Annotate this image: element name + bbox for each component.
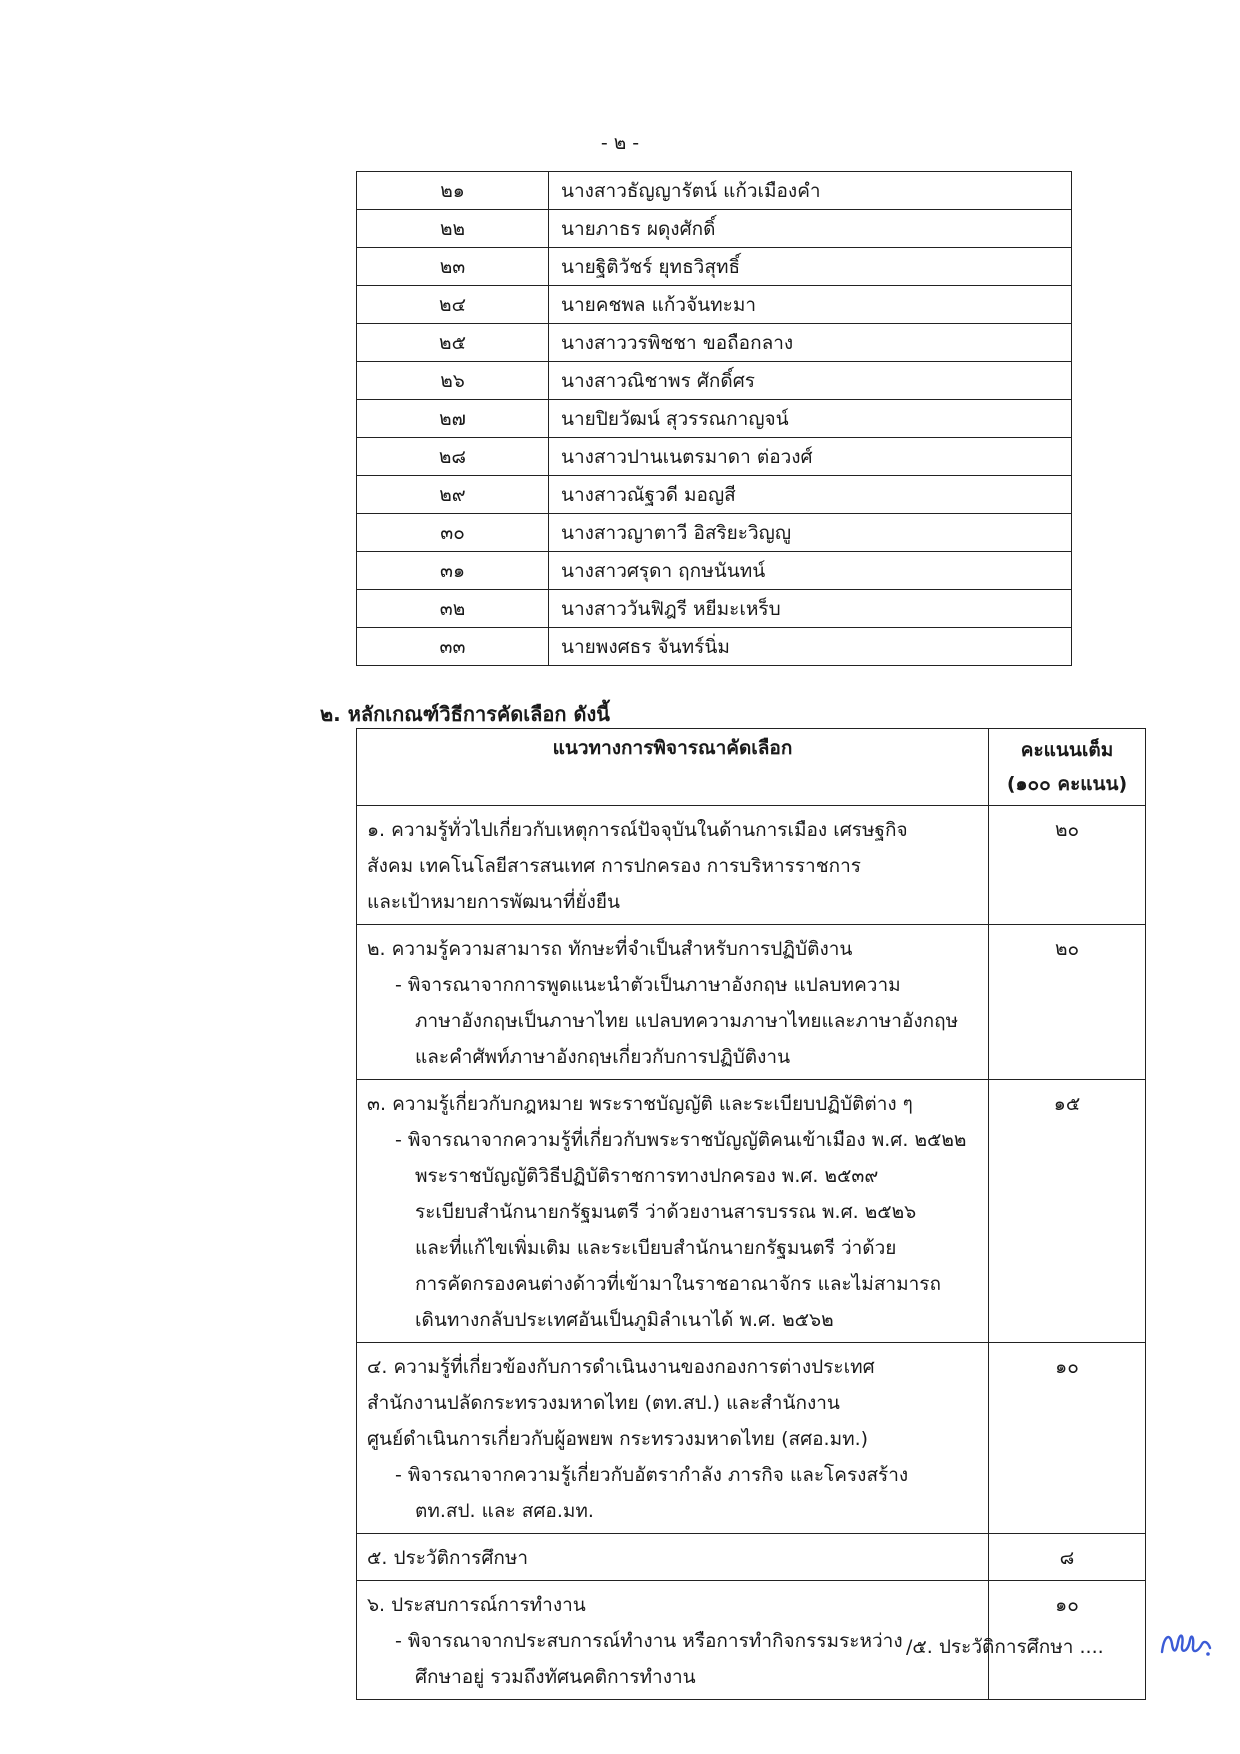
row-number: ๒๗ xyxy=(357,400,549,438)
criteria-detail-line: ศึกษาอยู่ รวมถึงทัศนคติการทำงาน xyxy=(415,1666,696,1688)
bullet-dash: - xyxy=(395,974,402,996)
row-number: ๓๑ xyxy=(357,552,549,590)
name-row xyxy=(357,286,1072,324)
criteria-text xyxy=(357,1343,989,1534)
criteria-line: ศูนย์ดำเนินการเกี่ยวกับผู้อพยพ กระทรวงมหาดไทย (สศอ.มท.) xyxy=(367,1428,869,1450)
criteria-table xyxy=(356,728,1146,1700)
criteria-row xyxy=(357,806,1146,925)
name-row xyxy=(357,514,1072,552)
name-row xyxy=(357,628,1072,666)
name-row xyxy=(357,590,1072,628)
criteria-line: ๔. ความรู้ที่เกี่ยวข้องกับการดำเนินงานของกองการต่างประเทศ xyxy=(367,1356,875,1378)
row-number: ๒๑ xyxy=(357,172,549,210)
criteria-detail-line: และที่แก้ไขเพิ่มเติม และระเบียบสำนักนายกรัฐมนตรี ว่าด้วย xyxy=(415,1237,897,1259)
criteria-detail-line: และคำศัพท์ภาษาอังกฤษเกี่ยวกับการปฏิบัติงาน xyxy=(415,1046,791,1068)
row-number: ๒๖ xyxy=(357,362,549,400)
criteria-text xyxy=(357,806,989,925)
names-table xyxy=(356,171,1072,666)
person-name: นางสาวศรุดา ฤกษนันทน์ xyxy=(549,552,1072,590)
person-name: นายพงศธร จันทร์นิ่ม xyxy=(549,628,1072,666)
criteria-line: สังคม เทคโนโลยีสารสนเทศ การปกครอง การบริหารราชการ xyxy=(367,855,861,877)
criteria-detail-line: ระเบียบสำนักนายกรัฐมนตรี ว่าด้วยงานสารบรรณ พ.ศ. ๒๕๒๖ xyxy=(415,1201,917,1223)
criteria-text xyxy=(357,1581,989,1700)
criteria-row xyxy=(357,1080,1146,1343)
criteria-header-row xyxy=(357,729,1146,806)
criteria-score: ๘ xyxy=(989,1534,1146,1581)
criteria-detail-line xyxy=(367,1623,978,1659)
criteria-line: ๒. ความรู้ความสามารถ ทักษะที่จำเป็นสำหรับการปฏิบัติงาน xyxy=(367,938,853,960)
name-row xyxy=(357,362,1072,400)
criteria-detail-line: ภาษาอังกฤษเป็นภาษาไทย แปลบทความภาษาไทยและภาษาอังกฤษ xyxy=(415,1010,959,1032)
name-row xyxy=(357,248,1072,286)
criteria-row xyxy=(357,1534,1146,1581)
row-number: ๓๐ xyxy=(357,514,549,552)
criteria-text xyxy=(357,1534,989,1581)
row-number: ๒๕ xyxy=(357,324,549,362)
row-number: ๓๒ xyxy=(357,590,549,628)
person-name: นายภาธร ผดุงศักดิ์ xyxy=(549,210,1072,248)
criteria-detail-text: พิจารณาจากการพูดแนะนำตัวเป็นภาษาอังกฤษ แปลบทความ xyxy=(407,974,901,996)
row-number: ๒๒ xyxy=(357,210,549,248)
criteria-score: ๒๐ xyxy=(989,925,1146,1080)
page-number: - ๒ - xyxy=(600,132,640,154)
bullet-dash: - xyxy=(395,1630,402,1652)
person-name: นางสาวญาตาวี อิสริยะวิญญู xyxy=(549,514,1072,552)
criteria-score: ๑๐ xyxy=(989,1343,1146,1534)
row-number: ๒๔ xyxy=(357,286,549,324)
bullet-dash: - xyxy=(395,1464,402,1486)
name-row xyxy=(357,324,1072,362)
criteria-detail-line xyxy=(367,967,978,1003)
criteria-detail-text: พิจารณาจากความรู้เกี่ยวกับอัตรากำลัง ภารกิจ และโครงสร้าง xyxy=(407,1464,909,1486)
person-name: นางสาววันฟิฎรี หยีมะเหร็บ xyxy=(549,590,1072,628)
person-name: นางสาวปานเนตรมาดา ต่อวงศ์ xyxy=(549,438,1072,476)
section-heading: ๒. หลักเกณฑ์วิธีการคัดเลือก ดังนี้ xyxy=(320,702,610,726)
criteria-text xyxy=(357,925,989,1080)
criteria-line: สำนักงานปลัดกระทรวงมหาดไทย (ตท.สป.) และสำนักงาน xyxy=(367,1392,840,1414)
name-row xyxy=(357,172,1072,210)
criteria-detail-line: การคัดกรองคนต่างด้าวที่เข้ามาในราชอาณาจักร และไม่สามารถ xyxy=(415,1273,941,1295)
criteria-line: ๖. ประสบการณ์การทำงาน xyxy=(367,1594,586,1616)
criteria-score: ๒๐ xyxy=(989,806,1146,925)
criteria-detail-text: พิจารณาจากความรู้ที่เกี่ยวกับพระราชบัญญัติคนเข้าเมือง พ.ศ. ๒๕๒๒ xyxy=(407,1129,967,1151)
criteria-score: ๑๐ xyxy=(989,1581,1146,1700)
criteria-header: แนวทางการพิจารณาคัดเลือก xyxy=(357,729,989,806)
person-name: นางสาวณิชาพร ศักดิ์ศร xyxy=(549,362,1072,400)
row-number: ๒๓ xyxy=(357,248,549,286)
row-number: ๒๙ xyxy=(357,476,549,514)
criteria-detail-line: เดินทางกลับประเทศอันเป็นภูมิลำเนาได้ พ.ศ. ๒๕๖๒ xyxy=(415,1309,834,1331)
criteria-detail-line xyxy=(367,1122,978,1158)
person-name: นายคชพล แก้วจันทะมา xyxy=(549,286,1072,324)
criteria-detail-line: ตท.สป. และ สศอ.มท. xyxy=(415,1500,594,1522)
footer-note: /๕. ประวัติการศึกษา .... xyxy=(906,1636,1104,1658)
criteria-line: ๕. ประวัติการศึกษา xyxy=(367,1547,529,1569)
name-row xyxy=(357,552,1072,590)
score-header-line2: (๑๐๐ คะแนน) xyxy=(1006,773,1128,795)
criteria-line: ๑. ความรู้ทั่วไปเกี่ยวกับเหตุการณ์ปัจจุบันในด้านการเมือง เศรษฐกิจ xyxy=(367,819,908,841)
score-header xyxy=(989,729,1146,806)
criteria-row xyxy=(357,925,1146,1080)
criteria-detail-line xyxy=(367,1457,978,1493)
score-header-line1: คะแนนเต็ม xyxy=(1020,739,1114,761)
criteria-score: ๑๕ xyxy=(989,1080,1146,1343)
criteria-row xyxy=(357,1343,1146,1534)
person-name: นายปิยวัฒน์ สุวรรณกาญจน์ xyxy=(549,400,1072,438)
criteria-detail-line: พระราชบัญญัติวิธีปฏิบัติราชการทางปกครอง พ.ศ. ๒๕๓๙ xyxy=(415,1165,879,1187)
criteria-text xyxy=(357,1080,989,1343)
criteria-detail-text: พิจารณาจากประสบการณ์ทำงาน หรือการทำกิจกรรมระหว่าง xyxy=(407,1630,903,1652)
person-name: นางสาววรพิชชา ขอถือกลาง xyxy=(549,324,1072,362)
criteria-line: ๓. ความรู้เกี่ยวกับกฎหมาย พระราชบัญญัติ และระเบียบปฏิบัติต่าง ๆ xyxy=(367,1093,913,1115)
person-name: นายฐิติวัชร์ ยุทธวิสุทธิ์ xyxy=(549,248,1072,286)
person-name: นางสาวณัฐวดี มอญสี xyxy=(549,476,1072,514)
row-number: ๒๘ xyxy=(357,438,549,476)
name-row xyxy=(357,476,1072,514)
name-row xyxy=(357,400,1072,438)
bullet-dash: - xyxy=(395,1129,402,1151)
name-row xyxy=(357,438,1072,476)
name-row xyxy=(357,210,1072,248)
signature-initials xyxy=(1158,1622,1214,1662)
row-number: ๓๓ xyxy=(357,628,549,666)
person-name: นางสาวธัญญารัตน์ แก้วเมืองคำ xyxy=(549,172,1072,210)
criteria-line: และเป้าหมายการพัฒนาที่ยั่งยืน xyxy=(367,891,620,913)
